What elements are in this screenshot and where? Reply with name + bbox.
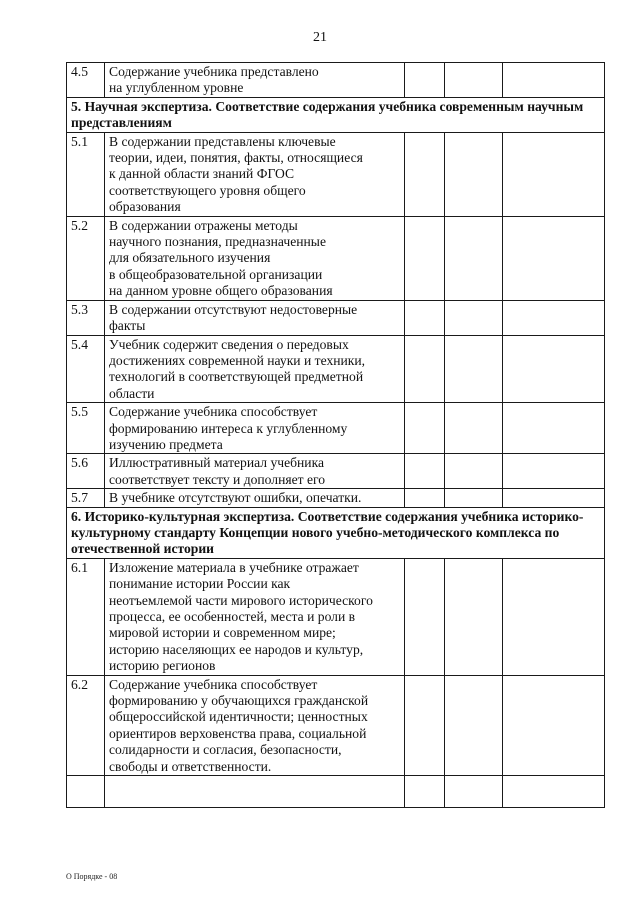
table-row xyxy=(67,675,605,775)
section-heading: 6. Историко-культурная экспертиза. Соответствие содержания учебника историко-культурному стандарту Концепции нового учебно-методического комплекса по отечественной истории xyxy=(67,507,605,558)
score-cell xyxy=(503,558,605,675)
score-cell xyxy=(503,216,605,300)
score-cell xyxy=(445,63,503,98)
score-cell xyxy=(503,776,605,808)
score-cell xyxy=(503,335,605,403)
score-cell xyxy=(445,403,503,454)
table-row xyxy=(67,63,605,98)
table-row xyxy=(67,403,605,454)
criterion-text: В содержании отсутствуют недостоверные факты xyxy=(105,300,405,335)
score-cell xyxy=(445,216,503,300)
footer-note: О Порядке - 08 xyxy=(66,872,118,881)
score-cell xyxy=(445,489,503,507)
criterion-number: 5.6 xyxy=(67,454,105,489)
criterion-number: 4.5 xyxy=(67,63,105,98)
score-cell xyxy=(503,489,605,507)
score-cell xyxy=(405,776,445,808)
criterion-number: 5.1 xyxy=(67,132,105,216)
criterion-text: Содержание учебника представлено на углубленном уровне xyxy=(105,63,405,98)
score-cell xyxy=(445,132,503,216)
expertise-criteria-table xyxy=(66,62,605,808)
section-heading-row xyxy=(67,97,605,132)
score-cell xyxy=(503,132,605,216)
criterion-text: В учебнике отсутствуют ошибки, опечатки. xyxy=(105,489,405,507)
criterion-text: В содержании представлены ключевые теории, идеи, понятия, факты, относящиеся к данной области знаний ФГОС соответствующего уровня общего образования xyxy=(105,132,405,216)
criterion-number: 5.3 xyxy=(67,300,105,335)
score-cell xyxy=(503,675,605,775)
score-cell xyxy=(445,454,503,489)
table-row xyxy=(67,132,605,216)
table-row xyxy=(67,558,605,675)
table-row xyxy=(67,454,605,489)
score-cell xyxy=(405,335,445,403)
score-cell xyxy=(503,300,605,335)
criterion-number: 6.1 xyxy=(67,558,105,675)
criterion-number xyxy=(67,776,105,808)
score-cell xyxy=(405,454,445,489)
criterion-text: Изложение материала в учебнике отражает понимание истории России как неотъемлемой части мирового исторического процесса, ее особенностей, места и роли в мировой истории и современном мире; историю населяющих ее народов и культур, историю регионов xyxy=(105,558,405,675)
score-cell xyxy=(503,454,605,489)
score-cell xyxy=(405,63,445,98)
criterion-text: Иллюстративный материал учебника соответствует тексту и дополняет его xyxy=(105,454,405,489)
table-row xyxy=(67,776,605,808)
table-row xyxy=(67,489,605,507)
criterion-number: 6.2 xyxy=(67,675,105,775)
score-cell xyxy=(405,132,445,216)
score-cell xyxy=(405,558,445,675)
score-cell xyxy=(445,300,503,335)
criterion-number: 5.2 xyxy=(67,216,105,300)
criterion-number: 5.4 xyxy=(67,335,105,403)
table-row xyxy=(67,335,605,403)
table-row xyxy=(67,216,605,300)
section-heading: 5. Научная экспертиза. Соответствие содержания учебника современным научным представлениям xyxy=(67,97,605,132)
criterion-number: 5.7 xyxy=(67,489,105,507)
score-cell xyxy=(503,63,605,98)
score-cell xyxy=(445,776,503,808)
score-cell xyxy=(445,558,503,675)
score-cell xyxy=(405,300,445,335)
score-cell xyxy=(405,403,445,454)
criterion-text xyxy=(105,776,405,808)
criterion-text: Содержание учебника способствует формированию интереса к углубленному изучению предмета xyxy=(105,403,405,454)
score-cell xyxy=(405,675,445,775)
score-cell xyxy=(405,489,445,507)
page-number: 21 xyxy=(313,30,327,45)
score-cell xyxy=(503,403,605,454)
section-heading-row xyxy=(67,507,605,558)
criterion-number: 5.5 xyxy=(67,403,105,454)
table-row xyxy=(67,300,605,335)
criterion-text: В содержании отражены методы научного познания, предназначенные для обязательного изучения в общеобразовательной организации на данном уровне общего образования xyxy=(105,216,405,300)
score-cell xyxy=(445,675,503,775)
table-body xyxy=(67,63,605,808)
score-cell xyxy=(405,216,445,300)
criterion-text: Учебник содержит сведения о передовых достижениях современной науки и техники, технологий в соответствующей предметной области xyxy=(105,335,405,403)
criterion-text: Содержание учебника способствует формированию у обучающихся гражданской общероссийской идентичности; ценностных ориентиров верховенства права, социальной солидарности и согласия, безопасности, свободы и ответственности. xyxy=(105,675,405,775)
score-cell xyxy=(445,335,503,403)
